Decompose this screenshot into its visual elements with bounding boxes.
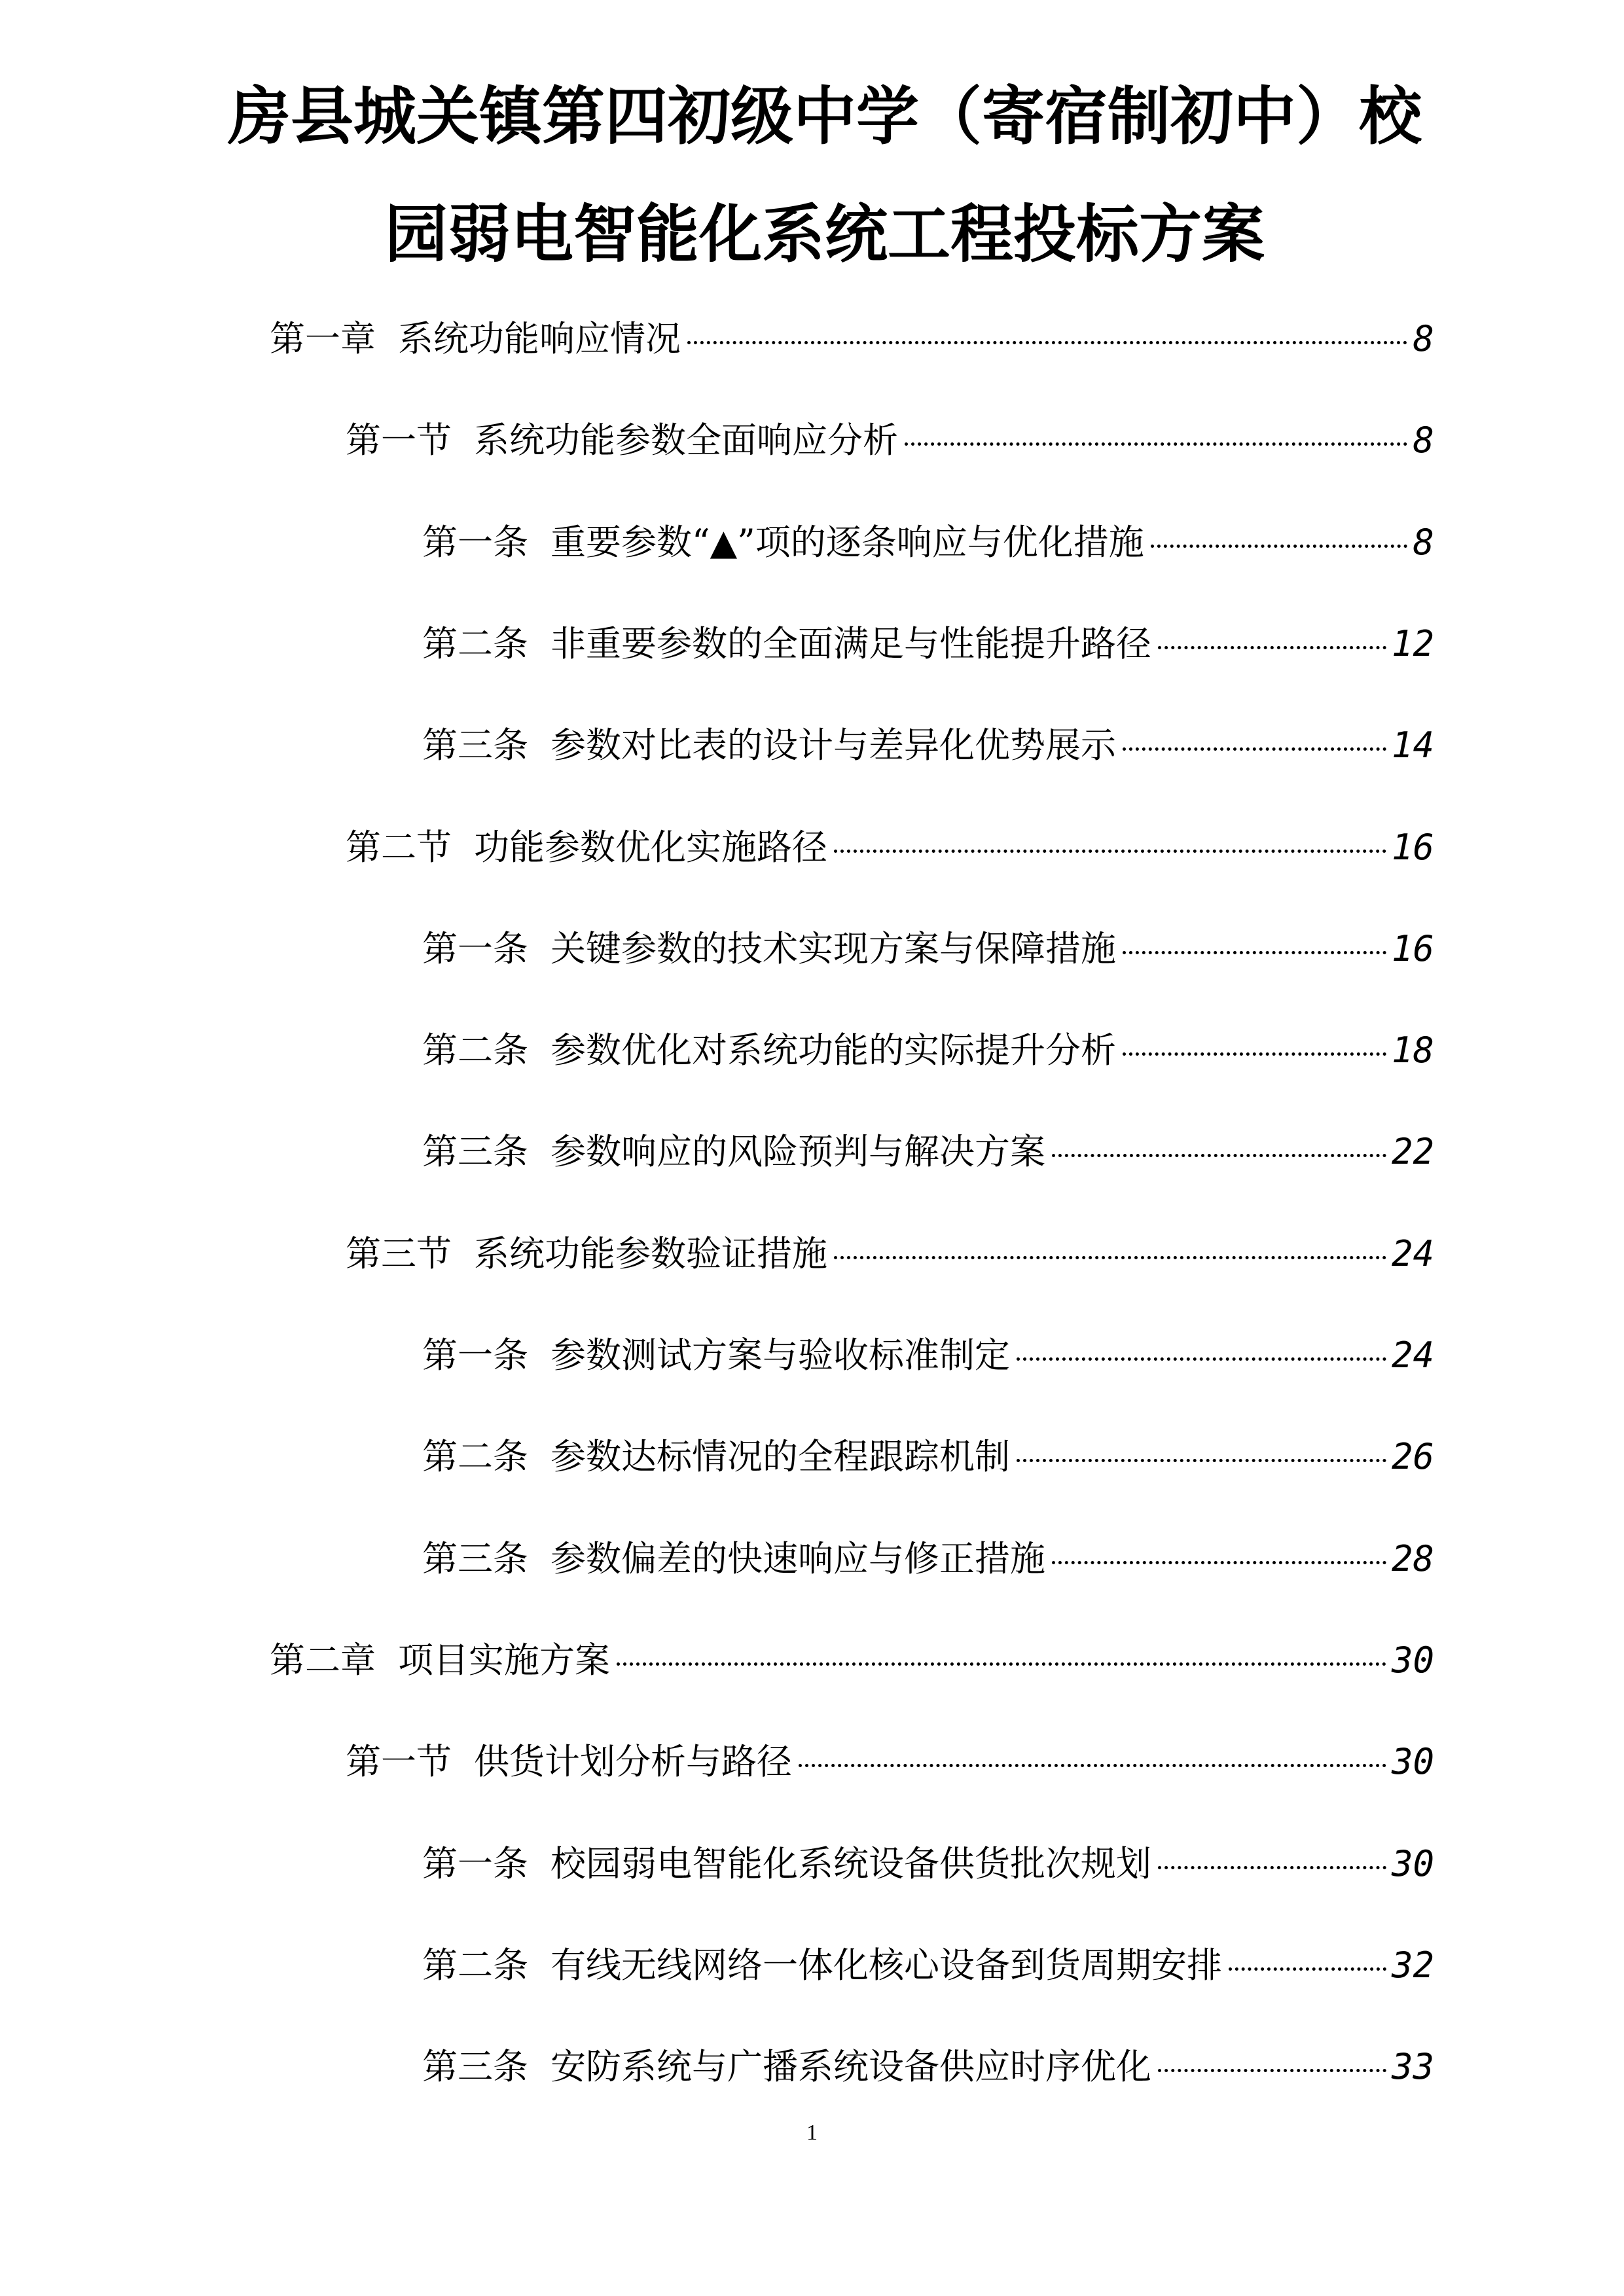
toc-entry-label: 第二条: [422, 1436, 528, 1477]
toc-entry[interactable]: [270, 313, 1434, 365]
toc-entry-label: 第二章: [270, 1640, 376, 1681]
toc-entry-title: 系统功能响应情况: [398, 318, 681, 359]
toc-entry[interactable]: [422, 923, 1434, 975]
toc-entry-page-number: 28: [1391, 1538, 1434, 1579]
toc-dot-leader: [1017, 1459, 1386, 1462]
toc-entry-title: 校园弱电智能化系统设备供货批次规划: [550, 1843, 1151, 1884]
toc-dot-leader: [905, 442, 1407, 446]
toc-dot-leader: [1017, 1357, 1386, 1361]
toc-dot-leader: [1229, 1967, 1386, 1971]
toc-entry-title: 非重要参数的全面满足与性能提升路径: [550, 623, 1151, 664]
toc-dot-leader: [1151, 545, 1408, 548]
toc-entry-label: 第一章: [270, 318, 376, 359]
toc-entry-title: 参数优化对系统功能的实际提升分析: [550, 1030, 1116, 1071]
toc-entry-label: 第三条: [422, 725, 528, 766]
toc-entry-page-number: 33: [1391, 2046, 1434, 2087]
toc-entry-title: 参数响应的风险预判与解决方案: [550, 1131, 1045, 1172]
toc-entry[interactable]: [270, 1634, 1434, 1687]
toc-dot-leader: [834, 850, 1386, 853]
toc-dot-leader: [1158, 1866, 1386, 1869]
toc-entry-page-number: 8: [1413, 318, 1434, 359]
toc-dot-leader: [1123, 1052, 1386, 1056]
toc-dot-leader: [1123, 951, 1386, 954]
toc-entry-title: 功能参数优化实施路径: [474, 827, 827, 868]
toc-entry[interactable]: [422, 1024, 1434, 1077]
toc-entry-title: 参数测试方案与验收标准制定: [550, 1335, 1010, 1376]
toc-entry[interactable]: [346, 414, 1434, 467]
toc-entry[interactable]: [346, 1228, 1434, 1280]
toc-entry-label: 第一条: [422, 522, 528, 563]
toc-entry-label: 第一条: [422, 1335, 528, 1376]
toc-entry-label: 第一条: [422, 1843, 528, 1884]
toc-entry[interactable]: [422, 1533, 1434, 1585]
toc-entry-page-number: 12: [1391, 623, 1434, 664]
toc-entry-page-number: 18: [1391, 1030, 1434, 1071]
toc-entry-title: 参数偏差的快速响应与修正措施: [550, 1538, 1045, 1579]
toc-dot-leader: [834, 1256, 1386, 1259]
toc-entry[interactable]: [346, 821, 1434, 874]
toc-entry[interactable]: [422, 1939, 1434, 1992]
toc-entry-title: 参数达标情况的全程跟踪机制: [550, 1436, 1010, 1477]
toc-entry-page-number: 24: [1391, 1335, 1434, 1376]
toc-entry[interactable]: [422, 1431, 1434, 1483]
toc-dot-leader: [687, 341, 1407, 344]
toc-entry-page-number: 16: [1391, 928, 1434, 969]
toc-entry-label: 第三条: [422, 1538, 528, 1579]
toc-dot-leader: [1052, 1154, 1386, 1157]
toc-entry[interactable]: [422, 2041, 1434, 2093]
toc-entry-label: 第二条: [422, 1945, 528, 1986]
toc-entry-page-number: 16: [1391, 827, 1434, 868]
toc-entry-title: 供货计划分析与路径: [474, 1741, 792, 1782]
toc-entry-page-number: 30: [1391, 1640, 1434, 1681]
toc-entry-label: 第一节: [346, 420, 452, 461]
toc-entry-label: 第一条: [422, 928, 528, 969]
toc-entry-label: 第一节: [346, 1741, 452, 1782]
toc-entry-page-number: 22: [1391, 1131, 1434, 1172]
toc-entry[interactable]: [422, 1329, 1434, 1382]
toc-entry-label: 第三条: [422, 2046, 528, 2087]
toc-entry-label: 第二条: [422, 623, 528, 664]
toc-entry-title: 有线无线网络一体化核心设备到货周期安排: [550, 1945, 1222, 1986]
toc-entry-label: 第二条: [422, 1030, 528, 1071]
page-number: 1: [806, 2121, 818, 2145]
toc-entry[interactable]: [346, 1736, 1434, 1788]
toc-entry-title: 系统功能参数验证措施: [474, 1233, 827, 1274]
toc-entry[interactable]: [422, 1126, 1434, 1178]
document-title-line-2: 园弱电智能化系统工程投标方案: [385, 197, 1265, 271]
toc-entry[interactable]: [422, 516, 1434, 569]
toc-entry-page-number: 8: [1413, 522, 1434, 563]
toc-entry[interactable]: [422, 618, 1434, 670]
toc-entry-page-number: 26: [1391, 1436, 1434, 1477]
toc-entry-page-number: 30: [1391, 1843, 1434, 1884]
toc-entry-label: 第二节: [346, 827, 452, 868]
toc-dot-leader: [1052, 1561, 1386, 1564]
toc-dot-leader: [1158, 2069, 1386, 2072]
toc-entry-title: 系统功能参数全面响应分析: [474, 420, 898, 461]
toc-entry-page-number: 32: [1391, 1945, 1434, 1986]
toc-entry-title: 安防系统与广播系统设备供应时序优化: [550, 2046, 1151, 2087]
toc-entry[interactable]: [422, 719, 1434, 772]
toc-entry-title: 关键参数的技术实现方案与保障措施: [550, 928, 1116, 969]
toc-dot-leader: [617, 1662, 1386, 1666]
toc-entry-title: 参数对比表的设计与差异化优势展示: [550, 725, 1116, 766]
toc-entry-page-number: 8: [1413, 420, 1434, 461]
toc-dot-leader: [1123, 747, 1386, 751]
toc-entry-title: 项目实施方案: [398, 1640, 610, 1681]
toc-entry-page-number: 24: [1391, 1233, 1434, 1274]
document-title-line-1: 房县城关镇第四初级中学（寄宿制初中）校: [228, 79, 1422, 153]
toc-entry[interactable]: [422, 1838, 1434, 1890]
toc-dot-leader: [799, 1764, 1386, 1767]
toc-entry-label: 第三条: [422, 1131, 528, 1172]
toc-entry-title: 重要参数“▲”项的逐条响应与优化措施: [550, 522, 1144, 563]
toc-entry-label: 第三节: [346, 1233, 452, 1274]
toc-entry-page-number: 30: [1391, 1741, 1434, 1782]
toc-entry-page-number: 14: [1391, 725, 1434, 766]
toc-dot-leader: [1158, 646, 1386, 649]
